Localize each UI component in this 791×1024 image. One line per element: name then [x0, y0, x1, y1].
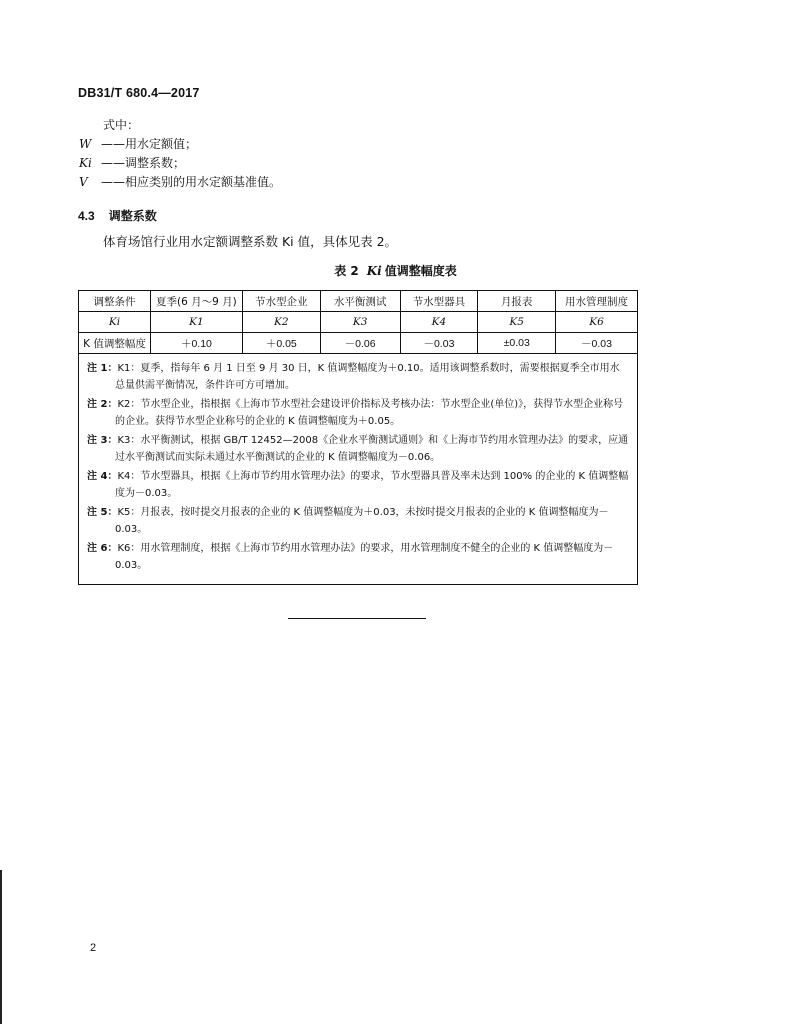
- table-k-cell: K4: [400, 312, 478, 333]
- table-value-cell: －0.06: [320, 333, 400, 354]
- note-label: 注 3：: [87, 435, 118, 446]
- note-label: 注 1：: [87, 363, 118, 374]
- table-k-cell: K6: [556, 312, 638, 333]
- table-header-cell: 水平衡测试: [320, 291, 400, 312]
- section-number: 4.3: [78, 209, 95, 223]
- standard-code: DB31/T 680.4—2017: [78, 86, 200, 100]
- table-value-cell: ±0.03: [478, 333, 556, 354]
- legend-item: [79, 173, 281, 192]
- table-caption: [0, 262, 791, 279]
- scan-edge-line: [0, 870, 2, 1024]
- note-text: K2：节水型企业，指根据《上海市节水型社会建设评价指标及考核办法：节水型企业(单位)》，获得节水型企业称号的企业。获得节水型企业称号的企业的 K 值调整幅度为＋0.05。: [115, 399, 624, 427]
- section-heading: [78, 207, 157, 224]
- end-rule: [288, 618, 426, 619]
- table-k-cell: K3: [320, 312, 400, 333]
- legend-text: ——相应类别的用水定额基准值。: [101, 175, 282, 189]
- legend-symbol: V: [79, 175, 88, 189]
- table-header-cell: 用水管理制度: [556, 291, 638, 312]
- table-note: [87, 468, 629, 502]
- legend-symbol: W: [79, 137, 92, 151]
- table-caption-suffix: 值调整幅度表: [384, 264, 457, 278]
- table-value-label: K 值调整幅度: [79, 333, 151, 354]
- section-paragraph: 体育场馆行业用水定额调整系数 Ki 值，具体见表 2。: [103, 234, 398, 249]
- table-value-cell: －0.03: [400, 333, 478, 354]
- table-value-cell: ＋0.10: [150, 333, 242, 354]
- table-note: [87, 540, 629, 574]
- note-label: 注 5：: [87, 507, 118, 518]
- table-value-cell: ＋0.05: [242, 333, 320, 354]
- table-note: [87, 360, 629, 394]
- note-label: 注 4：: [87, 471, 118, 482]
- note-text: K4：节水型器具，根据《上海市节约用水管理办法》的要求，节水型器具普及率未达到 100% 的企业的 K 值调整幅度为－0.03。: [115, 471, 629, 499]
- note-text: K6：用水管理制度，根据《上海市节约用水管理办法》的要求，用水管理制度不健全的企业的 K 值调整幅度为－0.03。: [115, 543, 614, 571]
- note-label: 注 6：: [87, 543, 118, 554]
- note-text: K3：水平衡测试，根据 GB/T 12452—2008《企业水平衡测试通则》和《上海市节约用水管理办法》的要求，应通过水平衡测试而实际未通过水平衡测试的企业的 K 值调整幅度为－0.06。: [115, 435, 629, 463]
- table-notes-row: [79, 354, 638, 585]
- section-title: 调整系数: [108, 209, 157, 223]
- legend-text: ——调整系数；: [101, 156, 186, 170]
- table-header-row: [79, 291, 638, 312]
- table-header-cell: 调整条件: [79, 291, 151, 312]
- table-note: [87, 504, 629, 538]
- page-number: 2: [90, 942, 97, 954]
- table-header-cell: 节水型器具: [400, 291, 478, 312]
- formula-legend: [79, 116, 305, 192]
- table-notes-cell: [79, 354, 638, 585]
- table-value-cell: －0.03: [556, 333, 638, 354]
- table-header-cell: 夏季(6 月～9 月): [150, 291, 242, 312]
- note-text: K1：夏季，指每年 6 月 1 日至 9 月 30 日，K 值调整幅度为＋0.10。适用该调整系数时，需要根据夏季全市用水总量供需平衡情况，条件许可方可增加。: [115, 363, 620, 391]
- table-k-row: [79, 312, 638, 333]
- table-header-cell: 节水型企业: [242, 291, 320, 312]
- legend-item: [79, 135, 281, 154]
- table-note: [87, 396, 629, 430]
- table-caption-prefix: 表 2: [334, 264, 359, 278]
- table-note: [87, 432, 629, 466]
- table-caption-symbol: Ki: [366, 264, 382, 278]
- table-k-cell: K2: [242, 312, 320, 333]
- table-k-cell: Ki: [79, 312, 151, 333]
- legend-symbol: Ki: [79, 156, 92, 170]
- table-header-cell: 月报表: [478, 291, 556, 312]
- legend-item: [79, 154, 281, 173]
- note-text: K5：月报表，按时提交月报表的企业的 K 值调整幅度为＋0.03，未按时提交月报表的企业的 K 值调整幅度为－0.03。: [115, 507, 609, 535]
- table-k-cell: K1: [150, 312, 242, 333]
- legend-intro: 式中：: [103, 118, 140, 132]
- table-k-cell: K5: [478, 312, 556, 333]
- table-value-row: [79, 333, 638, 354]
- note-label: 注 2：: [87, 399, 118, 410]
- legend-text: ——用水定额值；: [101, 137, 198, 151]
- adjustment-table: [78, 290, 638, 585]
